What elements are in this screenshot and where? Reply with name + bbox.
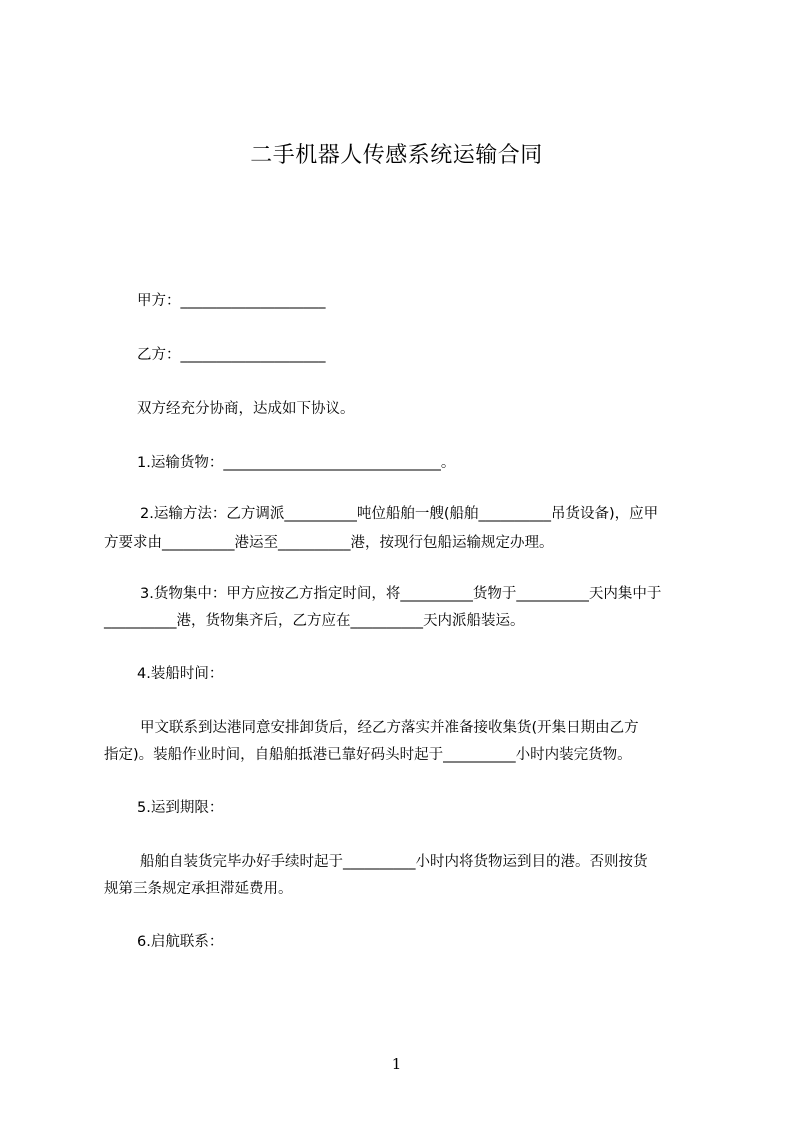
clause-5-line-1: 船舶自装货完毕办好手续时起于__________小时内将货物运到目的港。否则按货 bbox=[140, 854, 648, 870]
clause-6-heading: 6.启航联系： bbox=[137, 934, 224, 950]
clause-5-heading: 5.运到期限： bbox=[137, 800, 224, 816]
clause-4-line-2: 指定)。装船作业时间，自船舶抵港已靠好码头时起于__________小时内装完货物。 bbox=[104, 747, 632, 763]
party-a-line: 甲方：____________________ bbox=[137, 293, 326, 309]
party-b-line: 乙方：____________________ bbox=[137, 347, 326, 363]
clause-2-line-2: 方要求由__________港运至__________港，按现行包船运输规定办理。 bbox=[104, 535, 554, 551]
clause-4-line-1: 甲文联系到达港同意安排卸货后，经乙方落实并准备接收集货(开集日期由乙方 bbox=[140, 720, 639, 736]
page-number: 1 bbox=[391, 1055, 402, 1073]
page-title: 二手机器人传感系统运输合同 bbox=[250, 143, 543, 168]
clause-4-heading: 4.装船时间： bbox=[137, 666, 224, 682]
clause-3-line-1: 3.货物集中：甲方应按乙方指定时间，将__________货物于__________天内集中于 bbox=[140, 586, 662, 602]
intro-text: 双方经充分协商，达成如下协议。 bbox=[137, 401, 355, 417]
clause-3-line-2: __________港，货物集齐后，乙方应在__________天内派船装运。 bbox=[104, 613, 525, 629]
clause-2-line-1: 2.运输方法：乙方调派__________吨位船舶一艘(船舶__________吊货设备)，应甲 bbox=[140, 506, 659, 522]
clause-5-line-2: 规第三条规定承担滞延费用。 bbox=[104, 881, 293, 897]
clause-1: 1.运输货物：______________________________。 bbox=[137, 455, 456, 471]
